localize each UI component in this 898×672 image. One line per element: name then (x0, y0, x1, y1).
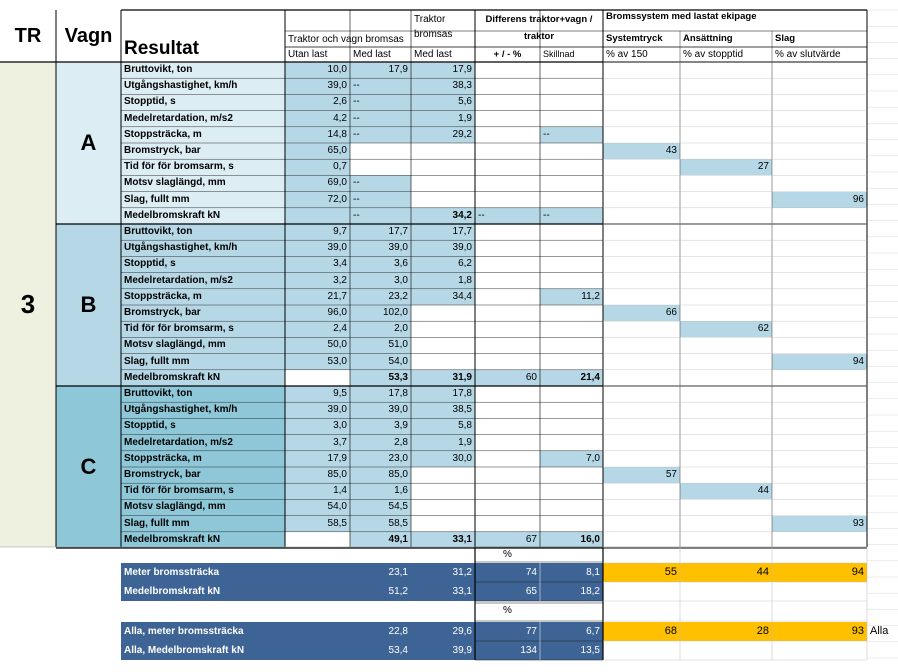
diff-pct-cell[interactable] (475, 94, 540, 110)
skillnad-cell[interactable] (540, 499, 603, 515)
traktor-cell[interactable]: 29,2 (411, 127, 475, 143)
utan-last-cell[interactable]: 58,5 (285, 516, 350, 532)
summary-pct-header[interactable]: % (503, 549, 512, 560)
traktor-cell[interactable] (411, 467, 475, 483)
row-label[interactable]: Tid för för bromsarm, s (121, 321, 285, 337)
diff-pct-cell[interactable] (475, 516, 540, 532)
traktor-cell[interactable]: 1,9 (411, 435, 475, 451)
skillnad-cell[interactable] (540, 192, 603, 208)
header-med-last[interactable]: Med last (353, 49, 391, 60)
summary-slag[interactable]: 94 (772, 563, 867, 582)
skillnad-cell[interactable] (540, 516, 603, 532)
row-label[interactable]: Slag, fullt mm (121, 192, 285, 208)
utan-last-cell[interactable]: 72,0 (285, 192, 350, 208)
skillnad-cell[interactable] (540, 256, 603, 272)
row-label[interactable]: Stopptid, s (121, 418, 285, 434)
header-utan-last[interactable]: Utan last (288, 49, 328, 60)
diff-pct-cell[interactable] (475, 305, 540, 321)
utan-last-cell[interactable]: 2,4 (285, 321, 350, 337)
traktor-cell[interactable] (411, 175, 475, 191)
summary-skillnad[interactable]: 8,1 (540, 563, 603, 582)
slag-cell[interactable]: 94 (772, 354, 867, 370)
med-last-cell[interactable]: -- (350, 94, 411, 110)
summary-label[interactable]: Meter bromssträcka (124, 567, 220, 578)
skillnad-cell[interactable] (540, 78, 603, 94)
diff-pct-cell[interactable] (475, 499, 540, 515)
diff-pct-cell[interactable] (475, 289, 540, 305)
skillnad-cell[interactable] (540, 143, 603, 159)
utan-last-cell[interactable] (285, 208, 350, 224)
summary-slag[interactable]: 93 (772, 622, 867, 641)
skillnad-cell[interactable] (540, 435, 603, 451)
skillnad-cell[interactable] (540, 386, 603, 402)
med-last-cell[interactable]: 2,8 (350, 435, 411, 451)
med-last-cell[interactable]: 17,7 (350, 224, 411, 240)
header-pct-150[interactable]: % av 150 (606, 49, 648, 60)
diff-pct-cell[interactable] (475, 418, 540, 434)
skillnad-cell[interactable] (540, 483, 603, 499)
diff-pct-cell[interactable] (475, 240, 540, 256)
med-last-cell[interactable]: 3,0 (350, 273, 411, 289)
med-last-cell[interactable] (350, 143, 411, 159)
row-label[interactable]: Medelretardation, m/s2 (121, 273, 285, 289)
row-label[interactable]: Slag, fullt mm (121, 354, 285, 370)
traktor-cell[interactable] (411, 337, 475, 353)
slag-cell[interactable]: 96 (772, 192, 867, 208)
skillnad-cell[interactable] (540, 337, 603, 353)
diff-pct-cell[interactable] (475, 143, 540, 159)
summary-after-label[interactable]: Alla (870, 625, 889, 637)
row-label[interactable]: Motsv slaglängd, mm (121, 499, 285, 515)
traktor-cell[interactable] (411, 305, 475, 321)
traktor-cell[interactable] (411, 192, 475, 208)
summary-label[interactable]: Medelbromskraft kN (124, 586, 221, 597)
diff-pct-cell[interactable] (475, 354, 540, 370)
header-plus-minus[interactable]: + / - % (493, 49, 522, 60)
ansattning-cell[interactable]: 62 (680, 321, 772, 337)
diff-pct-cell[interactable]: -- (475, 208, 540, 224)
header-systemtryck[interactable]: Systemtryck (606, 33, 663, 44)
med-last-cell[interactable] (350, 159, 411, 175)
header-diff-l2[interactable]: traktor (523, 31, 555, 42)
med-last-cell[interactable]: 39,0 (350, 240, 411, 256)
row-label[interactable]: Bromstryck, bar (121, 467, 285, 483)
summary-skillnad[interactable]: 13,5 (540, 641, 603, 660)
utan-last-cell[interactable]: 39,0 (285, 78, 350, 94)
utan-last-cell[interactable]: 3,2 (285, 273, 350, 289)
med-last-cell[interactable]: 102,0 (350, 305, 411, 321)
med-last-cell[interactable]: 49,1 (350, 532, 411, 548)
header-traktor-l1[interactable]: Traktor (414, 14, 446, 25)
utan-last-cell[interactable]: 9,7 (285, 224, 350, 240)
utan-last-cell[interactable] (285, 370, 350, 386)
row-label[interactable]: Medelretardation, m/s2 (121, 435, 285, 451)
utan-last-cell[interactable]: 3,7 (285, 435, 350, 451)
row-label[interactable]: Medelretardation, m/s2 (121, 111, 285, 127)
row-label[interactable]: Motsv slaglängd, mm (121, 337, 285, 353)
diff-pct-cell[interactable] (475, 435, 540, 451)
utan-last-cell[interactable]: 21,7 (285, 289, 350, 305)
skillnad-cell[interactable] (540, 111, 603, 127)
summary-systemtryck[interactable]: 68 (603, 622, 680, 641)
header-pct-slutvarde[interactable]: % av slutvärde (775, 49, 841, 60)
skillnad-cell[interactable] (540, 224, 603, 240)
summary-diff-pct[interactable]: 77 (475, 622, 540, 641)
row-label[interactable]: Bromstryck, bar (121, 305, 285, 321)
med-last-cell[interactable]: 54,5 (350, 499, 411, 515)
skillnad-cell[interactable] (540, 240, 603, 256)
row-label[interactable]: Tid för för bromsarm, s (121, 483, 285, 499)
traktor-cell[interactable] (411, 143, 475, 159)
header-bromssystem[interactable]: Bromssystem med lastat ekipage (606, 11, 757, 22)
row-label[interactable]: Utgångshastighet, km/h (121, 402, 285, 418)
row-label[interactable]: Stoppsträcka, m (121, 451, 285, 467)
skillnad-cell[interactable]: 21,4 (540, 370, 603, 386)
skillnad-cell[interactable]: -- (540, 208, 603, 224)
summary-skillnad[interactable]: 6,7 (540, 622, 603, 641)
utan-last-cell[interactable] (285, 532, 350, 548)
med-last-cell[interactable]: 85,0 (350, 467, 411, 483)
diff-pct-cell[interactable] (475, 111, 540, 127)
summary-med-last[interactable]: 23,1 (388, 567, 408, 578)
row-label[interactable]: Motsv slaglängd, mm (121, 175, 285, 191)
traktor-cell[interactable]: 33,1 (411, 532, 475, 548)
row-label[interactable]: Utgångshastighet, km/h (121, 240, 285, 256)
row-label[interactable]: Stopptid, s (121, 256, 285, 272)
row-label[interactable]: Stoppsträcka, m (121, 289, 285, 305)
ansattning-cell[interactable]: 27 (680, 159, 772, 175)
utan-last-cell[interactable]: 0,7 (285, 159, 350, 175)
med-last-cell[interactable]: -- (350, 78, 411, 94)
skillnad-cell[interactable] (540, 175, 603, 191)
traktor-cell[interactable] (411, 321, 475, 337)
systemtryck-cell[interactable]: 66 (603, 305, 680, 321)
header-resultat[interactable]: Resultat (124, 38, 199, 59)
header-traktor-med-last[interactable]: Med last (414, 49, 452, 60)
row-label[interactable]: Tid för för bromsarm, s (121, 159, 285, 175)
utan-last-cell[interactable]: 65,0 (285, 143, 350, 159)
traktor-cell[interactable]: 30,0 (411, 451, 475, 467)
row-label[interactable]: Stopptid, s (121, 94, 285, 110)
diff-pct-cell[interactable]: 67 (475, 532, 540, 548)
summary-traktor[interactable]: 31,2 (452, 567, 472, 578)
summary-traktor[interactable]: 33,1 (452, 586, 472, 597)
diff-pct-cell[interactable] (475, 192, 540, 208)
summary-ansattning[interactable]: 28 (680, 622, 772, 641)
skillnad-cell[interactable] (540, 321, 603, 337)
traktor-cell[interactable] (411, 483, 475, 499)
utan-last-cell[interactable]: 85,0 (285, 467, 350, 483)
utan-last-cell[interactable]: 54,0 (285, 499, 350, 515)
utan-last-cell[interactable]: 3,0 (285, 418, 350, 434)
med-last-cell[interactable]: 58,5 (350, 516, 411, 532)
systemtryck-cell[interactable]: 57 (603, 467, 680, 483)
diff-pct-cell[interactable] (475, 451, 540, 467)
ansattning-cell[interactable]: 44 (680, 483, 772, 499)
traktor-cell[interactable] (411, 516, 475, 532)
skillnad-cell[interactable]: 7,0 (540, 451, 603, 467)
header-ansattning[interactable]: Ansättning (683, 33, 733, 44)
utan-last-cell[interactable]: 14,8 (285, 127, 350, 143)
utan-last-cell[interactable]: 50,0 (285, 337, 350, 353)
diff-pct-cell[interactable] (475, 256, 540, 272)
utan-last-cell[interactable]: 69,0 (285, 175, 350, 191)
utan-last-cell[interactable]: 4,2 (285, 111, 350, 127)
med-last-cell[interactable]: 23,0 (350, 451, 411, 467)
row-label[interactable]: Slag, fullt mm (121, 516, 285, 532)
traktor-cell[interactable]: 1,9 (411, 111, 475, 127)
med-last-cell[interactable]: 51,0 (350, 337, 411, 353)
skillnad-cell[interactable]: -- (540, 127, 603, 143)
utan-last-cell[interactable]: 96,0 (285, 305, 350, 321)
utan-last-cell[interactable]: 39,0 (285, 402, 350, 418)
header-traktor-l2[interactable]: bromsas (414, 29, 453, 40)
utan-last-cell[interactable]: 3,4 (285, 256, 350, 272)
row-label[interactable]: Utgångshastighet, km/h (121, 78, 285, 94)
traktor-cell[interactable]: 31,9 (411, 370, 475, 386)
row-label[interactable]: Medelbromskraft kN (121, 208, 285, 224)
diff-pct-cell[interactable] (475, 467, 540, 483)
summary-label[interactable]: Alla, meter bromssträcka (124, 626, 244, 637)
skillnad-cell[interactable] (540, 467, 603, 483)
med-last-cell[interactable]: 2,0 (350, 321, 411, 337)
diff-pct-cell[interactable] (475, 321, 540, 337)
summary-ansattning[interactable]: 44 (680, 563, 772, 582)
vagn-label[interactable]: B (56, 224, 121, 386)
traktor-cell[interactable]: 39,0 (411, 240, 475, 256)
traktor-cell[interactable]: 6,2 (411, 256, 475, 272)
systemtryck-cell[interactable]: 43 (603, 143, 680, 159)
traktor-cell[interactable]: 38,3 (411, 78, 475, 94)
summary-pct-header[interactable]: % (503, 605, 512, 616)
skillnad-cell[interactable] (540, 354, 603, 370)
traktor-cell[interactable]: 17,7 (411, 224, 475, 240)
med-last-cell[interactable]: 39,0 (350, 402, 411, 418)
summary-traktor[interactable]: 39,9 (452, 645, 472, 656)
utan-last-cell[interactable]: 10,0 (285, 62, 350, 78)
row-label[interactable]: Bruttovikt, ton (121, 224, 285, 240)
header-traktor-vagn[interactable]: Traktor och vagn bromsas (288, 34, 404, 45)
header-pct-stopptid[interactable]: % av stopptid (683, 49, 744, 60)
diff-pct-cell[interactable] (475, 337, 540, 353)
skillnad-cell[interactable] (540, 94, 603, 110)
skillnad-cell[interactable] (540, 418, 603, 434)
header-vagn[interactable]: Vagn (64, 25, 113, 47)
summary-med-last[interactable]: 53,4 (388, 645, 408, 656)
traktor-cell[interactable]: 17,8 (411, 386, 475, 402)
med-last-cell[interactable]: -- (350, 208, 411, 224)
header-tr[interactable]: TR (14, 25, 42, 47)
skillnad-cell[interactable] (540, 273, 603, 289)
header-skillnad[interactable]: Skillnad (543, 49, 575, 59)
med-last-cell[interactable]: 54,0 (350, 354, 411, 370)
traktor-cell[interactable] (411, 499, 475, 515)
med-last-cell[interactable]: -- (350, 192, 411, 208)
med-last-cell[interactable]: 17,8 (350, 386, 411, 402)
vagn-label[interactable]: A (56, 62, 121, 224)
med-last-cell[interactable]: -- (350, 127, 411, 143)
med-last-cell[interactable]: 53,3 (350, 370, 411, 386)
slag-cell[interactable]: 93 (772, 516, 867, 532)
diff-pct-cell[interactable] (475, 175, 540, 191)
diff-pct-cell[interactable] (475, 127, 540, 143)
summary-diff-pct[interactable]: 74 (475, 563, 540, 582)
traktor-cell[interactable]: 34,2 (411, 208, 475, 224)
med-last-cell[interactable]: 23,2 (350, 289, 411, 305)
row-label[interactable]: Bruttovikt, ton (121, 386, 285, 402)
diff-pct-cell[interactable] (475, 402, 540, 418)
diff-pct-cell[interactable] (475, 483, 540, 499)
utan-last-cell[interactable]: 17,9 (285, 451, 350, 467)
skillnad-cell[interactable] (540, 159, 603, 175)
med-last-cell[interactable]: -- (350, 111, 411, 127)
summary-med-last[interactable]: 51,2 (388, 586, 408, 597)
utan-last-cell[interactable]: 9,5 (285, 386, 350, 402)
vagn-label[interactable]: C (56, 386, 121, 548)
traktor-cell[interactable]: 38,5 (411, 402, 475, 418)
utan-last-cell[interactable]: 1,4 (285, 483, 350, 499)
tr-value[interactable]: 3 (20, 289, 36, 319)
med-last-cell[interactable]: 3,9 (350, 418, 411, 434)
row-label[interactable]: Bruttovikt, ton (121, 62, 285, 78)
diff-pct-cell[interactable]: 60 (475, 370, 540, 386)
row-label[interactable]: Stoppsträcka, m (121, 127, 285, 143)
summary-med-last[interactable]: 22,8 (388, 626, 408, 637)
utan-last-cell[interactable]: 53,0 (285, 354, 350, 370)
traktor-cell[interactable]: 1,8 (411, 273, 475, 289)
row-label[interactable]: Medelbromskraft kN (121, 370, 285, 386)
row-label[interactable]: Bromstryck, bar (121, 143, 285, 159)
summary-label[interactable]: Alla, Medelbromskraft kN (124, 645, 245, 656)
summary-skillnad[interactable]: 18,2 (540, 582, 603, 601)
summary-diff-pct[interactable]: 134 (475, 641, 540, 660)
summary-systemtryck[interactable]: 55 (603, 563, 680, 582)
diff-pct-cell[interactable] (475, 224, 540, 240)
skillnad-cell[interactable] (540, 305, 603, 321)
traktor-cell[interactable] (411, 354, 475, 370)
skillnad-cell[interactable]: 16,0 (540, 532, 603, 548)
skillnad-cell[interactable] (540, 402, 603, 418)
med-last-cell[interactable]: 1,6 (350, 483, 411, 499)
traktor-cell[interactable]: 5,8 (411, 418, 475, 434)
med-last-cell[interactable]: -- (350, 175, 411, 191)
diff-pct-cell[interactable] (475, 78, 540, 94)
traktor-cell[interactable]: 17,9 (411, 62, 475, 78)
med-last-cell[interactable]: 3,6 (350, 256, 411, 272)
summary-diff-pct[interactable]: 65 (475, 582, 540, 601)
row-label[interactable]: Medelbromskraft kN (121, 532, 285, 548)
summary-traktor[interactable]: 29,6 (452, 626, 472, 637)
diff-pct-cell[interactable] (475, 62, 540, 78)
traktor-cell[interactable]: 34,4 (411, 289, 475, 305)
traktor-cell[interactable]: 5,6 (411, 94, 475, 110)
utan-last-cell[interactable]: 39,0 (285, 240, 350, 256)
utan-last-cell[interactable]: 2,6 (285, 94, 350, 110)
header-diff-l1[interactable]: Differens traktor+vagn / (485, 14, 593, 25)
skillnad-cell[interactable] (540, 62, 603, 78)
diff-pct-cell[interactable] (475, 386, 540, 402)
header-slag[interactable]: Slag (775, 33, 796, 44)
diff-pct-cell[interactable] (475, 159, 540, 175)
med-last-cell[interactable]: 17,9 (350, 62, 411, 78)
traktor-cell[interactable] (411, 159, 475, 175)
skillnad-cell[interactable]: 11,2 (540, 289, 603, 305)
diff-pct-cell[interactable] (475, 273, 540, 289)
